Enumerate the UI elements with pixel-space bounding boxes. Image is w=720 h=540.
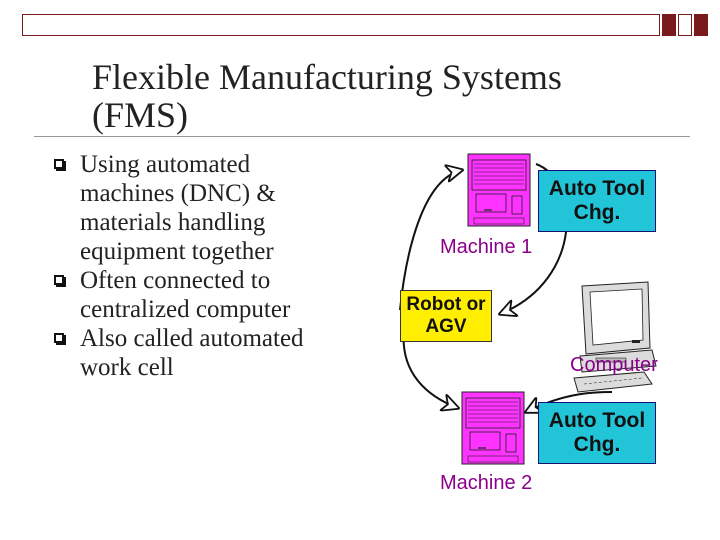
auto-tool-changer-1: Auto Tool Chg. xyxy=(538,170,656,232)
bullet-text: Also called automated work cell xyxy=(80,325,304,381)
auto-tool-changer-2: Auto Tool Chg. xyxy=(538,402,656,464)
machine-2-icon xyxy=(462,392,524,464)
robot-agv-box: Robot or AGV xyxy=(400,290,492,342)
bullet-text: Using automated machines (DNC) & materials handling equipment together xyxy=(80,151,276,265)
machine-1-label: Machine 1 xyxy=(440,236,533,258)
slide-title: Flexible Manufacturing Systems (FMS) xyxy=(92,57,562,135)
machine-2-label: Machine 2 xyxy=(440,472,533,494)
machine-1-icon xyxy=(468,154,530,226)
bullet-text: Often connected to centralized computer xyxy=(80,267,291,323)
computer-label: Computer xyxy=(570,354,658,376)
